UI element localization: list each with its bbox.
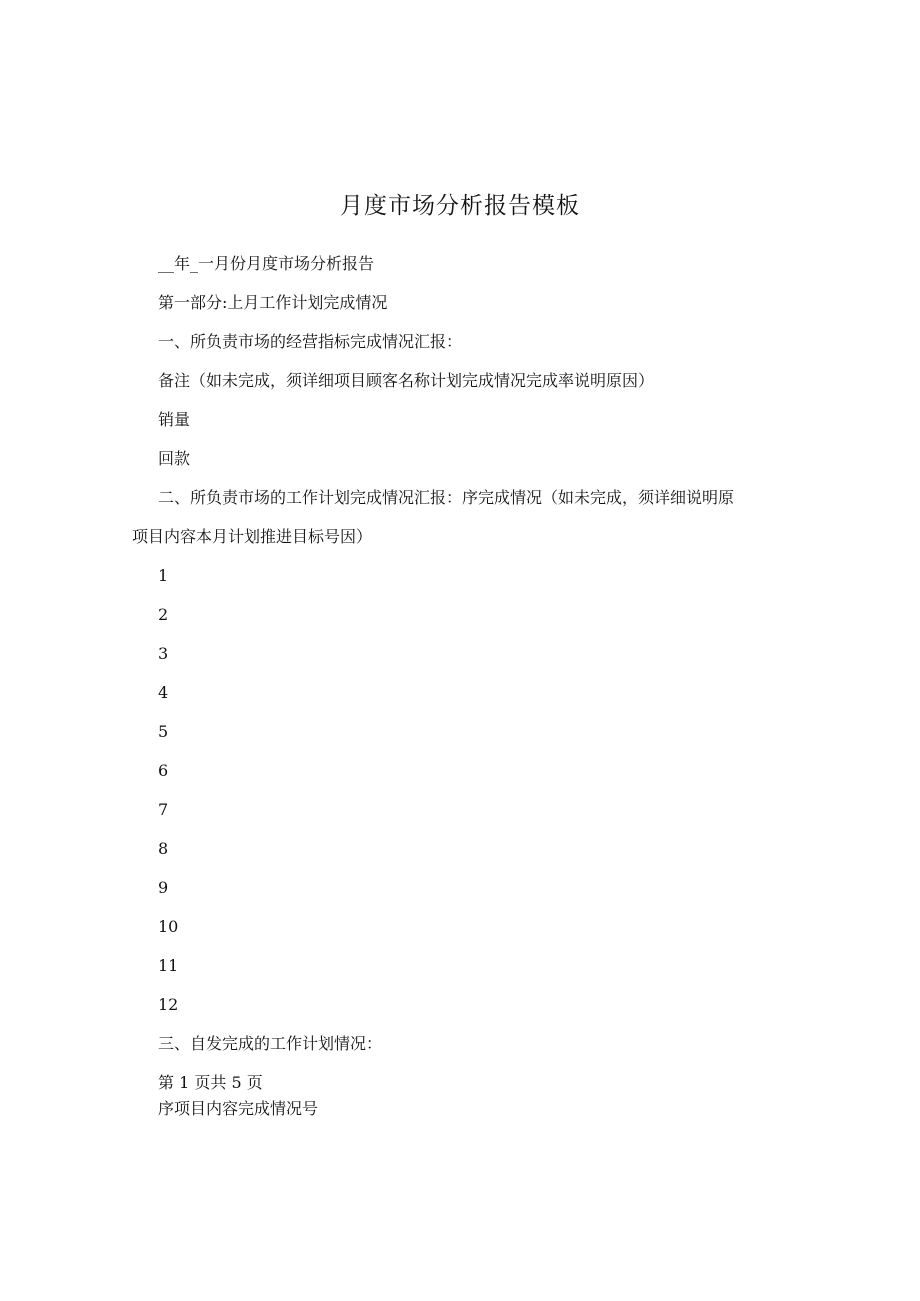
section-two-heading-line1: 二、所负责市场的工作计划完成情况汇报：序完成情况（如未完成，须详细说明原 bbox=[158, 488, 735, 507]
list-item: 4 bbox=[158, 683, 169, 702]
section-three-heading: 三、自发完成的工作计划情况： bbox=[158, 1034, 383, 1053]
section-one-heading: 一、所负责市场的经营指标完成情况汇报： bbox=[158, 332, 463, 351]
document-title: 月度市场分析报告模板 bbox=[340, 193, 580, 219]
list-item: 9 bbox=[158, 878, 169, 897]
list-item: 8 bbox=[158, 839, 169, 858]
remark-text: 备注（如未完成，须详细项目顾客名称计划完成情况完成率说明原因） bbox=[158, 371, 655, 390]
list-item: 2 bbox=[158, 605, 169, 624]
report-heading: __年_一月份月度市场分析报告 bbox=[158, 254, 375, 273]
list-item: 5 bbox=[158, 722, 169, 741]
page-footer: 第 1 页共 5 页 bbox=[158, 1073, 263, 1092]
list-item: 7 bbox=[158, 800, 169, 819]
list-item: 10 bbox=[158, 917, 179, 936]
list-item: 12 bbox=[158, 995, 179, 1014]
part-one-heading: 第一部分:上月工作计划完成情况 bbox=[158, 293, 388, 312]
list-item: 1 bbox=[158, 566, 169, 585]
list-item: 6 bbox=[158, 761, 169, 780]
payment-label: 回款 bbox=[158, 449, 191, 468]
list-item: 11 bbox=[158, 956, 179, 975]
sales-label: 销量 bbox=[158, 410, 191, 429]
section-two-heading-line2: 项目内容本月计划推进目标号因） bbox=[132, 527, 373, 546]
table-header-text: 序项目内容完成情况号 bbox=[158, 1099, 319, 1118]
list-item: 3 bbox=[158, 644, 169, 663]
